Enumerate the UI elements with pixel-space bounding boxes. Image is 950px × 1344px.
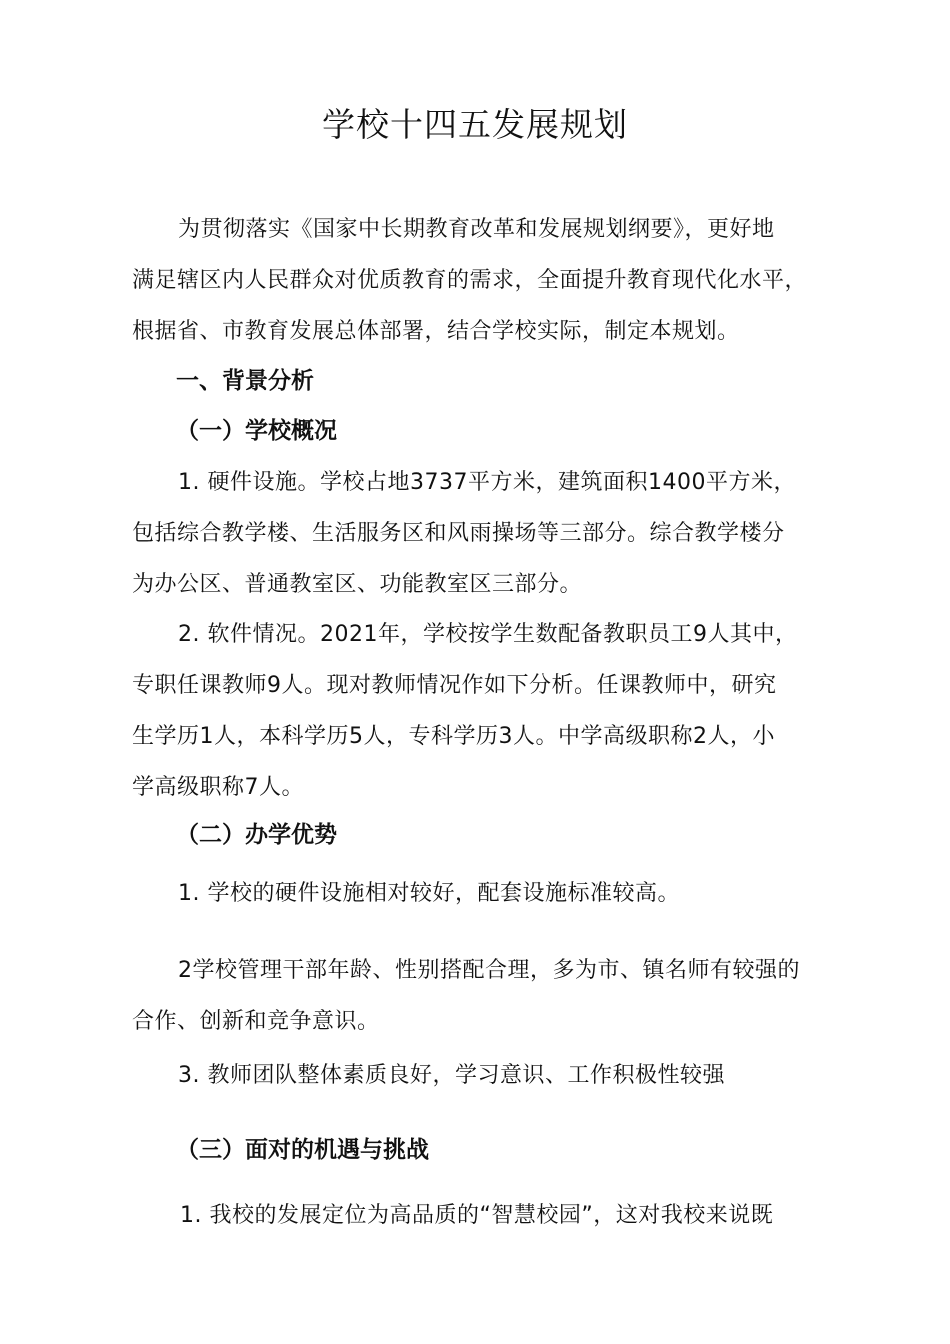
subsection-heading-overview: （一）学校概况 bbox=[176, 418, 337, 444]
subsection-heading-advantages: （二）办学优势 bbox=[176, 822, 337, 848]
software-line-3: 生学历1人，本科学历5人，专科学历3人。中学高级职称2人，小 bbox=[132, 724, 775, 749]
overview-item-software bbox=[132, 609, 832, 813]
opportunity-item-1: 1. 我校的发展定位为高品质的“智慧校园”，这对我校来说既 bbox=[180, 1203, 774, 1228]
advantage-item-2 bbox=[132, 945, 832, 1047]
hardware-line-3: 为办公区、普通教室区、功能教室区三部分。 bbox=[132, 572, 583, 597]
software-line-2: 专职任课教师9人。现对教师情况作如下分析。任课教师中，研究 bbox=[132, 673, 777, 698]
advantage-item-1: 1. 学校的硬件设施相对较好，配套设施标准较高。 bbox=[178, 881, 680, 906]
intro-paragraph bbox=[132, 204, 832, 357]
advantage-2-line-2: 合作、创新和竞争意识。 bbox=[132, 1009, 380, 1034]
hardware-line-2: 包括综合教学楼、生活服务区和风雨操场等三部分。综合教学楼分 bbox=[132, 521, 785, 546]
hardware-line-1: 1. 硬件设施。学校占地3737平方米，建筑面积1400平方米， bbox=[178, 470, 796, 495]
intro-line-2: 满足辖区内人民群众对优质教育的需求，全面提升教育现代化水平， bbox=[132, 268, 808, 293]
advantage-2-line-1: 2学校管理干部年龄、性别搭配合理，多为市、镇名师有较强的 bbox=[178, 958, 800, 983]
software-line-4: 学高级职称7人。 bbox=[132, 775, 304, 800]
intro-line-1: 为贯彻落实《国家中长期教育改革和发展规划纲要》，更好地 bbox=[178, 217, 775, 242]
subsection-heading-opportunities: （三）面对的机遇与挑战 bbox=[176, 1137, 429, 1163]
section-heading-background: 一、背景分析 bbox=[176, 368, 314, 394]
software-line-1: 2. 软件情况。2021年，学校按学生数配备教职员工9人其中， bbox=[178, 622, 798, 647]
overview-item-hardware bbox=[132, 457, 832, 610]
intro-line-3: 根据省、市教育发展总体部署，结合学校实际，制定本规划。 bbox=[132, 319, 740, 344]
advantage-item-3: 3. 教师团队整体素质良好，学习意识、工作积极性较强 bbox=[178, 1063, 725, 1088]
document-title: 学校十四五发展规划 bbox=[322, 105, 628, 144]
